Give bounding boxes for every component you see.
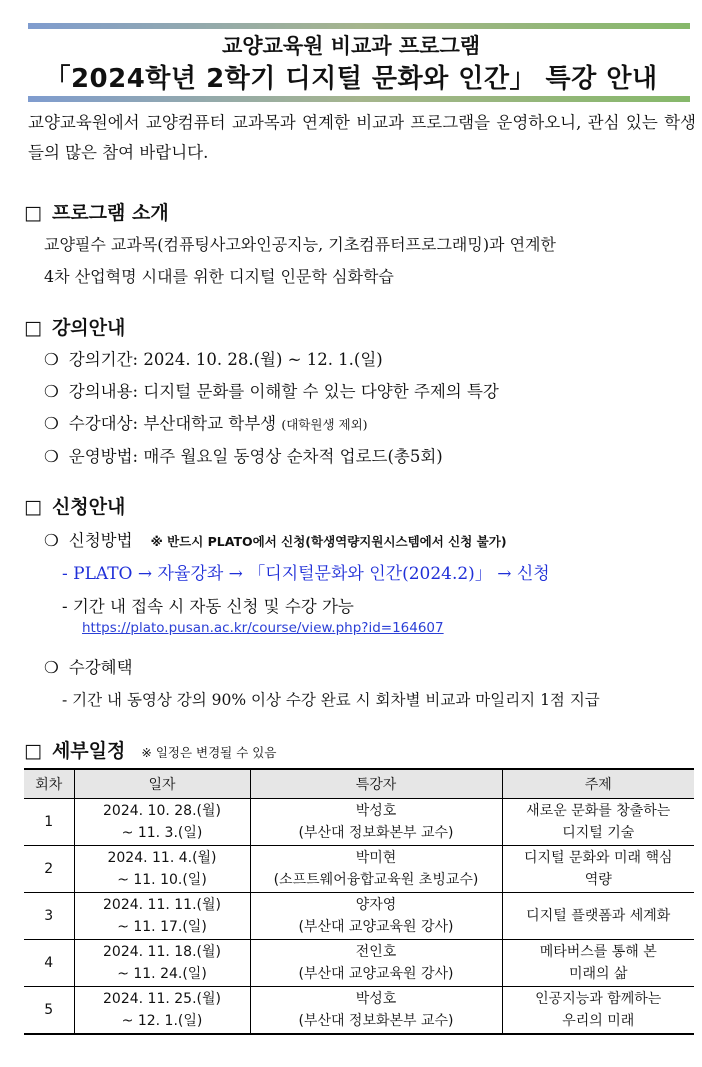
lecture-item: ❍ 강의내용: 디지털 문화를 이해할 수 있는 다양한 주제의 특강: [44, 382, 499, 401]
circle-bullet-icon: ❍: [44, 447, 59, 466]
section-program: [24, 198, 169, 225]
section-apply: [24, 492, 125, 519]
section-checkbox-icon: □: [24, 317, 42, 339]
apply-benefit: [44, 654, 133, 678]
lecture-item-note: (대학원생 제외): [281, 417, 368, 432]
session-number: 2: [24, 846, 74, 893]
title-bottom-rule: [28, 96, 690, 102]
session-topic: 메타버스를 통해 본 미래의 삶: [502, 940, 694, 987]
section-schedule: [24, 736, 276, 763]
section-checkbox-icon: □: [24, 740, 42, 762]
table-header-row: [24, 769, 694, 799]
session-number: 5: [24, 987, 74, 1035]
table-row: [24, 893, 694, 940]
circle-bullet-icon: ❍: [44, 658, 59, 677]
section-lecture: [24, 313, 125, 340]
session-speaker: 박미현 (소프트웨어융합교육원 초빙교수): [250, 846, 502, 893]
page-title: 「2024학년 2학기 디지털 문화와 인간」 특강 안내: [44, 64, 658, 94]
header-topic: 주제: [502, 769, 694, 799]
lecture-item: ❍ 강의기간: 2024. 10. 28.(월) ~ 12. 1.(일): [44, 350, 383, 369]
circle-bullet-icon: ❍: [44, 531, 59, 550]
section-checkbox-icon: □: [24, 202, 42, 224]
session-speaker: 전인호 (부산대 교양교육원 강사): [250, 940, 502, 987]
lecture-item: ❍ 운영방법: 매주 월요일 동영상 순차적 업로드(총5회): [44, 447, 443, 466]
session-speaker: 박성호 (부산대 정보화본부 교수): [250, 987, 502, 1035]
session-topic: 디지털 플랫폼과 세계화: [502, 893, 694, 940]
apply-method: [44, 527, 507, 551]
table-row: [24, 987, 694, 1035]
section-checkbox-icon: □: [24, 496, 42, 518]
intro-paragraph: 교양교육원에서 교양컴퓨터 교과목과 연계한 비교과 프로그램을 운영하오니, 관심 있는 학생들의 많은 참여 바랍니다.: [28, 113, 696, 162]
section-lecture-title: 강의안내: [51, 317, 126, 339]
apply-path: - PLATO → 자율강좌 → 「디지털문화와 인간(2024.2)」 → 신청: [62, 564, 550, 584]
session-date: 2024. 11. 11.(월) ~ 11. 17.(일): [74, 893, 250, 940]
apply-benefit-label: 수강혜택: [68, 658, 133, 677]
session-number: 1: [24, 799, 74, 846]
schedule-table: [24, 768, 694, 1035]
header-session: 회차: [24, 769, 74, 799]
session-date: 2024. 11. 25.(월) ~ 12. 1.(일): [74, 987, 250, 1035]
schedule-note: ※ 일정은 변경될 수 있음: [141, 745, 277, 760]
session-number: 3: [24, 893, 74, 940]
section-schedule-title: 세부일정: [51, 740, 126, 762]
circle-bullet-icon: ❍: [44, 350, 59, 369]
apply-method-note: ※ 반드시 PLATO에서 신청(학생역량지원시스템에서 신청 불가): [150, 534, 507, 549]
program-line-2: 4차 산업혁명 시대를 위한 디지털 인문학 심화학습: [44, 267, 394, 286]
table-row: [24, 940, 694, 987]
session-topic: 인공지능과 함께하는 우리의 미래: [502, 987, 694, 1035]
session-speaker: 양자영 (부산대 교양교육원 강사): [250, 893, 502, 940]
apply-auto: - 기간 내 접속 시 자동 신청 및 수강 가능: [62, 597, 354, 616]
header-date: 일자: [74, 769, 250, 799]
session-topic: 디지털 문화와 미래 핵심 역량: [502, 846, 694, 893]
circle-bullet-icon: ❍: [44, 382, 59, 401]
page-subtitle: 교양교육원 비교과 프로그램: [221, 34, 481, 58]
session-topic: 새로운 문화를 창출하는 디지털 기술: [502, 799, 694, 846]
circle-bullet-icon: ❍: [44, 414, 59, 433]
section-apply-title: 신청안내: [51, 496, 126, 518]
table-row: [24, 846, 694, 893]
plato-course-link[interactable]: https://plato.pusan.ac.kr/course/view.php?id=164607: [82, 620, 444, 636]
session-date: 2024. 11. 4.(월) ~ 11. 10.(일): [74, 846, 250, 893]
table-row: [24, 799, 694, 846]
apply-benefit-text: - 기간 내 동영상 강의 90% 이상 수강 완료 시 회차별 비교과 마일리지 1점 지급: [62, 691, 600, 709]
header-speaker: 특강자: [250, 769, 502, 799]
program-line-1: 교양필수 교과목(컴퓨팅사고와인공지능, 기초컴퓨터프로그래밍)과 연계한: [44, 235, 556, 254]
apply-method-label: 신청방법: [68, 531, 133, 550]
lecture-item: ❍ 수강대상: 부산대학교 학부생 (대학원생 제외): [44, 414, 368, 433]
session-date: 2024. 10. 28.(월) ~ 11. 3.(일): [74, 799, 250, 846]
session-speaker: 박성호 (부산대 정보화본부 교수): [250, 799, 502, 846]
session-date: 2024. 11. 18.(월) ~ 11. 24.(일): [74, 940, 250, 987]
title-top-rule: [28, 23, 690, 29]
session-number: 4: [24, 940, 74, 987]
section-program-title: 프로그램 소개: [51, 202, 169, 224]
